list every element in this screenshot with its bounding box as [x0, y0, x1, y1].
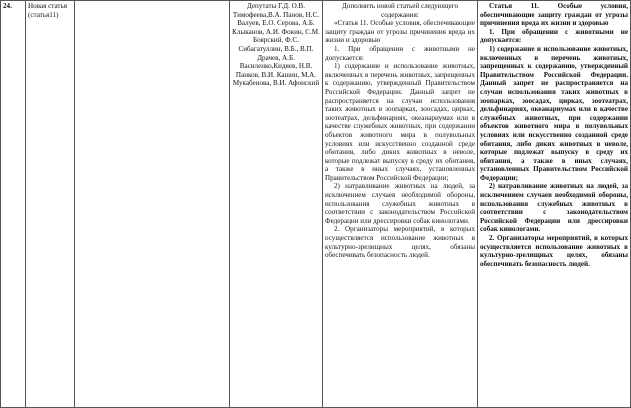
- authors-list: Депутаты Г.Д. О.В. Тимофеева,В.А. Панов, Н.С. Валуев, Е.О. Серова, А.Б. Клыканов, А.И. Фокин, С.М. Боярский, Ф.С. Сибагатуллин, В.Б., В.П. Драчев, А.Б. Василенко,Кидяев, Н.В. Панков, В.И. Кашин, М.А. Мукабенова, В.И. Афонский: [232, 2, 320, 88]
- empty-cell: [75, 1, 230, 408]
- article-label: Новая статья (статья11): [28, 2, 68, 19]
- proposal-clause-2: 2. Организаторы мероприятий, в которых осуществляется использование животных в культурно-зрелищных целях, обязаны обеспечивать безопасность людей.: [325, 225, 475, 260]
- proposal-clause-1: 1. При обращении с животными не допускается:: [325, 44, 475, 62]
- proposal-item-1: 1) содержание и использование животных, включенных в перечень животных, запрещенных к содержанию, утвержденный Правительством Российской Федерации. Данный запрет не распространяется на случаи использования таких животных в зоопарках, зоосадах, цирках, зоотеатрах, дельфинариях, океанариумах или в качестве служебных животных, при содержании объектов животного мира в полувольных условиях или искусственно созданной среде обитания, либо диких животных в неволе, которые подлежат выпуску в среду их обитания, а также в иных случаях, установленных Правительством Российской Федерации;: [325, 62, 475, 182]
- proposal-cell: [323, 1, 478, 408]
- row-number-cell: [1, 1, 26, 408]
- row-number: 24.: [3, 2, 12, 10]
- result-article-title: Статья 11. Особые условия, обеспечивающие защиту граждан от угрозы причинения вреда их жизни и здоровью: [480, 2, 628, 28]
- result-item-1: 1) содержание и использование животных, включенных в перечень животных, запрещенных к содержанию, утвержденный Правительством Российской Федерации. Данный запрет не распространяется на случаи использования таких животных в зоопарках, зоосадах, цирках, зоотеатрах, дельфинариях, океанариумах или в качестве служебных животных, при содержании объектов животного мира в полувольных условиях или искусственно созданной среде обитания, либо диких животных в неволе, которые подлежат выпуску в среду их обитания, а также в иных случаях, установленных Правительством Российской Федерации;: [480, 44, 628, 182]
- proposal-intro: Дополнить новой статьей следующего содержания:: [341, 2, 459, 19]
- article-cell: [26, 1, 75, 408]
- proposal-item-2: 2) натравливание животных на людей, за исключением случаев необходимой обороны, использования служебных животных в соответствии с законодательством Российской Федерации или дрессировки собак кинологами.: [325, 182, 475, 225]
- result-cell: [478, 1, 631, 408]
- result-item-2: 2) натравливание животных на людей, за исключением случаев необходимой обороны, использования служебных животных в соответствии с законодательством Российской Федерации или дрессировки собак кинологами.: [480, 182, 628, 234]
- result-clause-1: 1. При обращении с животными не допускается:: [480, 27, 628, 45]
- table-row: [1, 1, 631, 408]
- proposal-article-title: «Статья 11. Особые условия, обеспечивающие защиту граждан от угрозы причинения вреда их жизни и здоровью: [325, 19, 475, 45]
- result-clause-2: 2. Организаторы мероприятий, в которых осуществляется использование животных в культурно-зрелищных целях, обязаны обеспечивать безопасность людей.: [480, 234, 628, 268]
- authors-cell: [230, 1, 323, 408]
